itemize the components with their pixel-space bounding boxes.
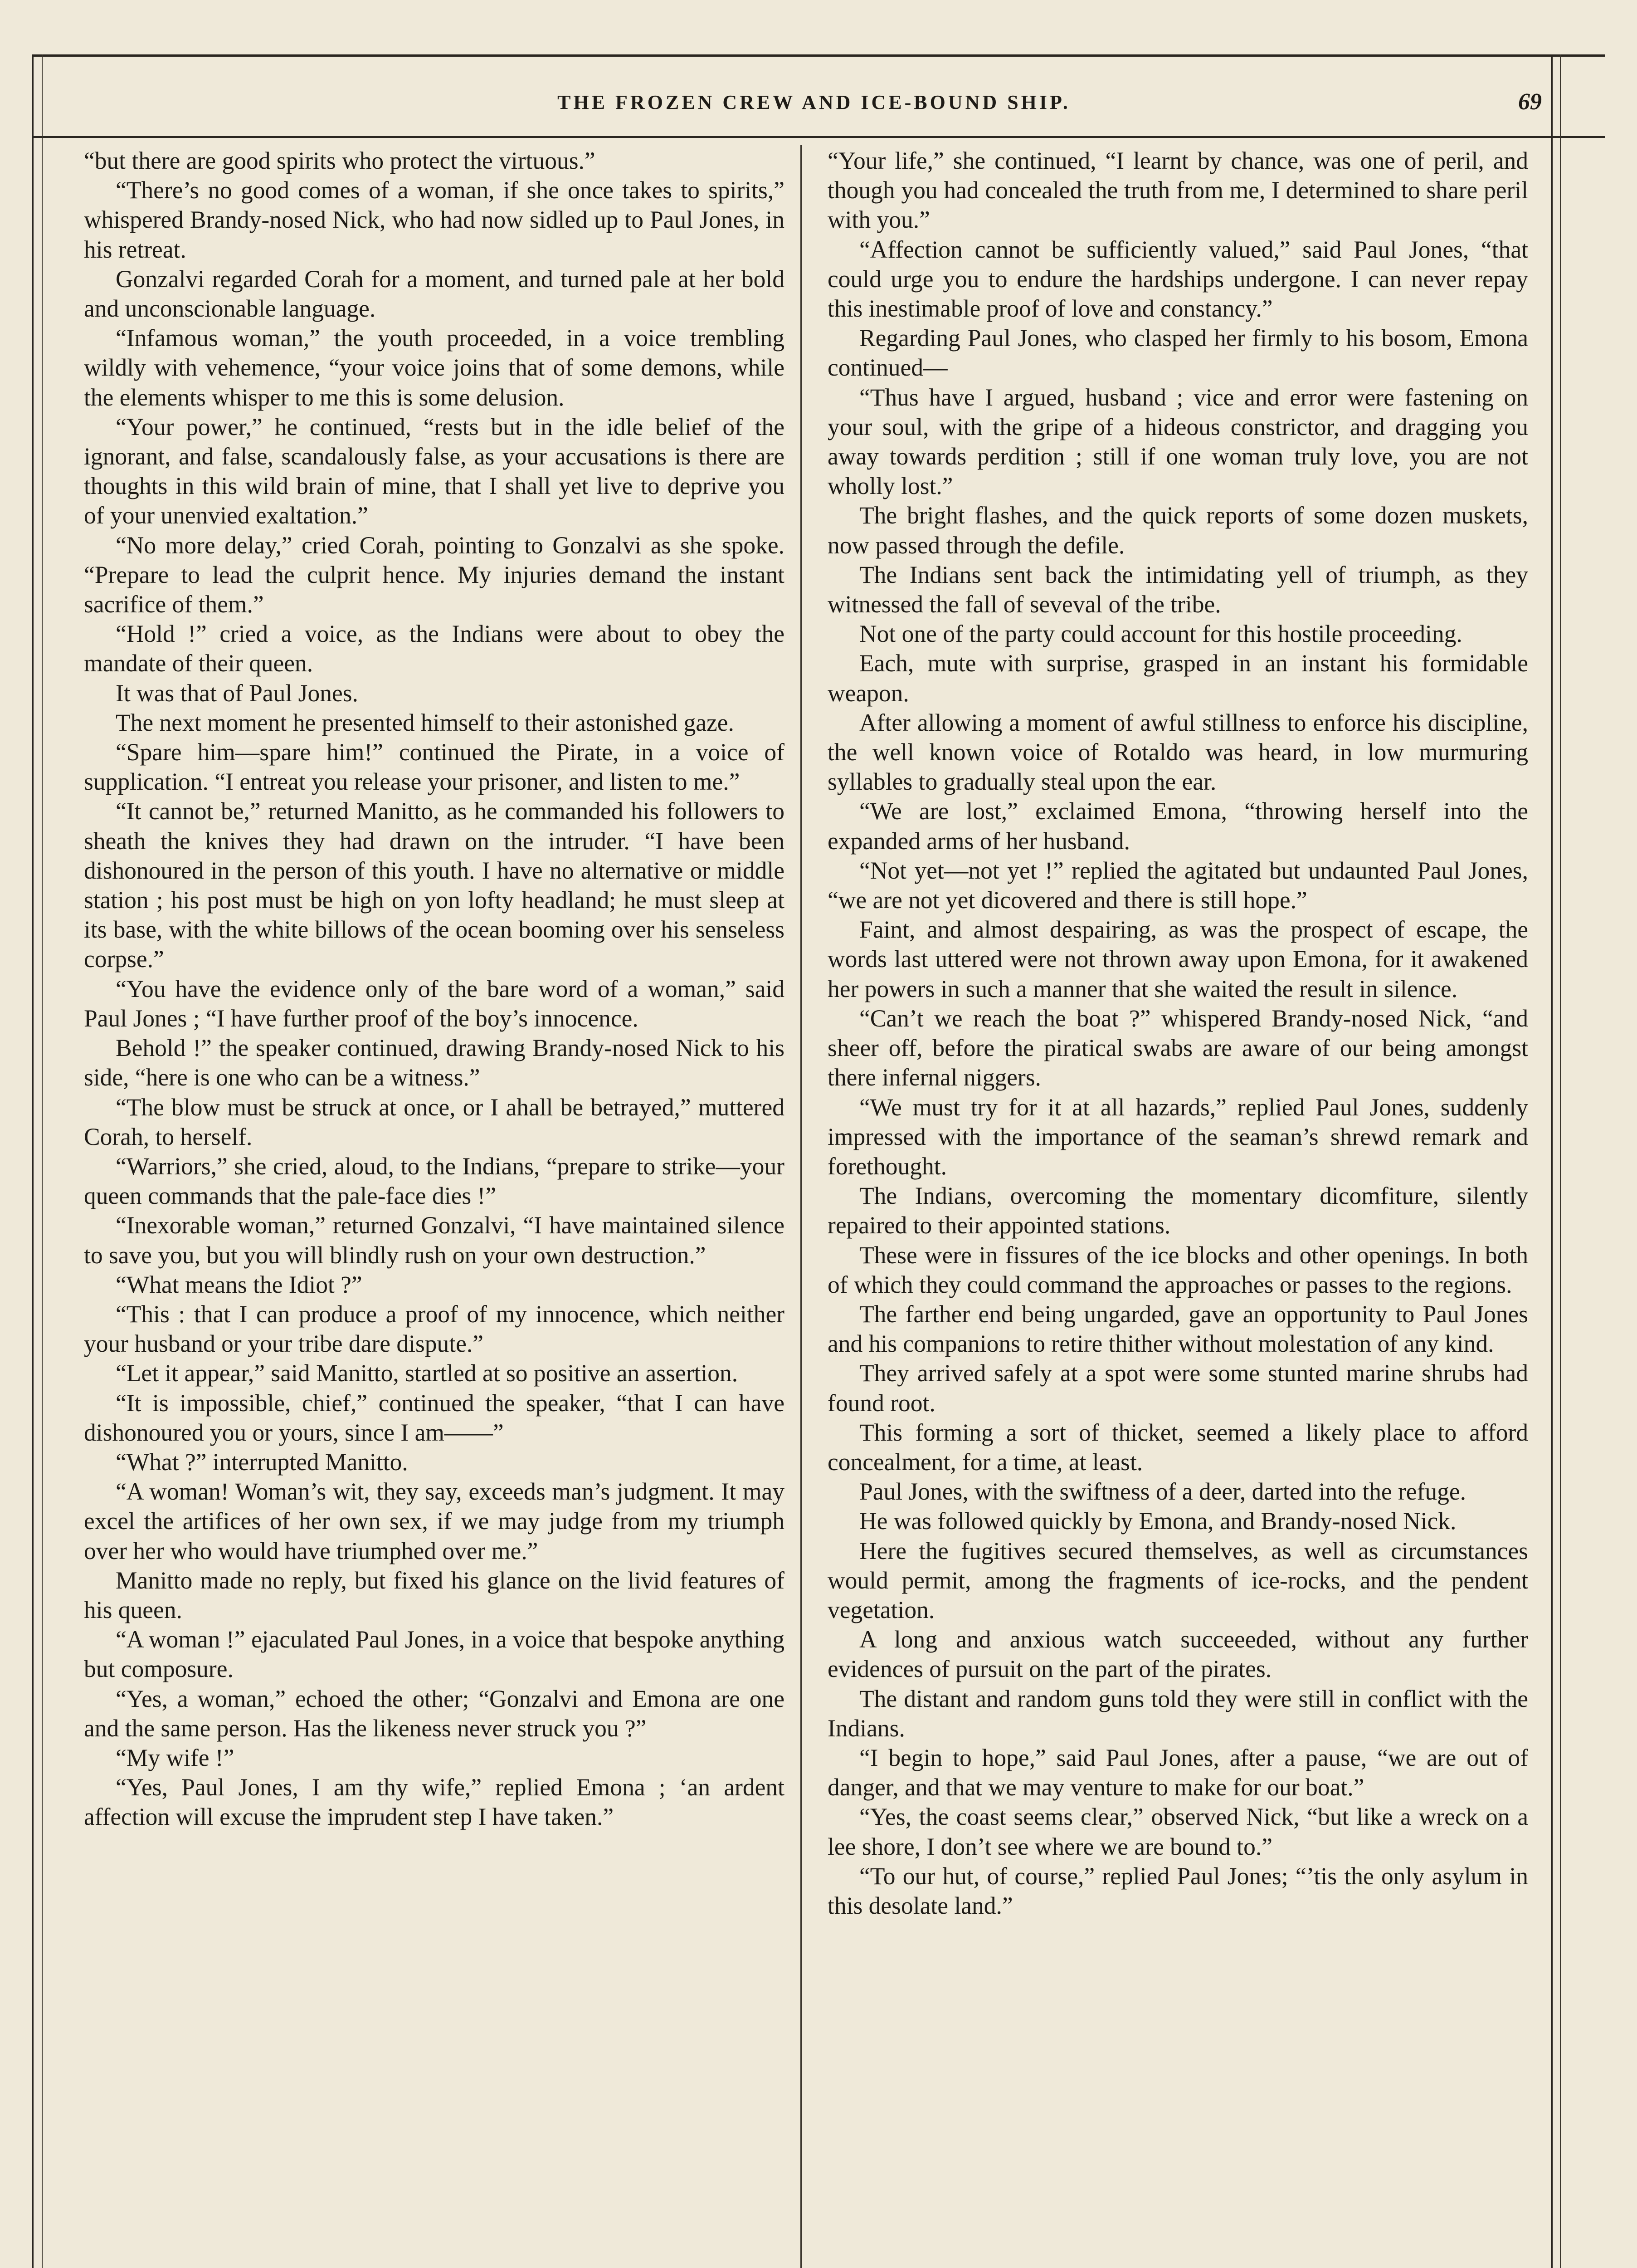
paragraph: Manitto made no reply, but fixed his glance on the livid features of his queen. bbox=[84, 1566, 784, 1623]
paragraph: The Indians sent back the intimidating yell of triumph, as they witnessed the fall of seveval of the tribe. bbox=[828, 561, 1528, 618]
paragraph: “We are lost,” exclaimed Emona, “throwing herself into the expanded arms of her husband. bbox=[828, 797, 1528, 855]
paragraph: Paul Jones, with the swiftness of a deer, darted into the refuge. bbox=[859, 1478, 1466, 1505]
paragraph: “Yes, the coast seems clear,” observed Nick, “but like a wreck on a lee shore, I don’t see where we are bound to.” bbox=[828, 1803, 1528, 1860]
paragraph: “A woman !” ejaculated Paul Jones, in a voice that bespoke anything but composure. bbox=[84, 1626, 784, 1683]
paragraph: “To our hut, of course,” replied Paul Jones; “’tis the only asylum in this desolate land.” bbox=[828, 1862, 1528, 1919]
paragraph: “Yes, a woman,” echoed the other; “Gonzalvi and Emona are one and the same person. Has the likeness never struck you ?” bbox=[84, 1685, 784, 1742]
paragraph: “No more delay,” cried Corah, pointing to Gonzalvi as she spoke. “Prepare to lead the culprit hence. My injuries demand the instant sacrifice of them.” bbox=[84, 531, 784, 618]
paragraph: “I begin to hope,” said Paul Jones, after a pause, “we are out of danger, and that we may venture to make for our boat.” bbox=[828, 1744, 1528, 1801]
paragraph: “What means the Idiot ?” bbox=[116, 1271, 362, 1298]
paragraph: This forming a sort of thicket, seemed a likely place to afford concealment, for a time, at least. bbox=[828, 1418, 1528, 1476]
paragraph: “Not yet—not yet !” replied the agitated but undaunted Paul Jones, “we are not yet dicovered and there is still hope.” bbox=[828, 856, 1528, 914]
paragraph: After allowing a moment of awful stillness to enforce his discipline, the well known voice of Rotaldo was heard, in low murmuring syllables to gradually steal upon the ear. bbox=[828, 709, 1528, 796]
paragraph: Faint, and almost despairing, as was the prospect of escape, the words last uttered were not thrown away upon Emona, for it awakened her powers in such a manner that she waited the result in silence. bbox=[828, 916, 1528, 1002]
paragraph: “Yes, Paul Jones, I am thy wife,” replied Emona ; ‘an ardent affection will excuse the imprudent step I have taken.” bbox=[84, 1774, 784, 1831]
paragraph: “Warriors,” she cried, aloud, to the Indians, “prepare to strike—your queen commands that the pale-face dies !” bbox=[84, 1152, 784, 1210]
paragraph: “My wife !” bbox=[116, 1744, 234, 1771]
paragraph: “This : that I can produce a proof of my innocence, which neither your husband or your tribe dare dispute.” bbox=[84, 1300, 784, 1358]
paragraph: Each, mute with surprise, grasped in an instant his formidable weapon. bbox=[828, 650, 1528, 707]
paragraph: “A woman! Woman’s wit, they say, exceeds man’s judgment. It may excel the artifices of her own sex, if we may judge from my triumph over her who would have triumphed over me.” bbox=[84, 1478, 784, 1564]
frame-rule-top bbox=[32, 54, 1605, 57]
paragraph: “Your power,” he continued, “rests but in the idle belief of the ignorant, and false, scandalously false, as your accusations is there are thoughts in this wild brain of mine, that I shall yet live to deprive you of your unenvied exaltation.” bbox=[84, 413, 784, 529]
paragraph: “The blow must be struck at once, or I ahall be betrayed,” muttered Corah, to herself. bbox=[84, 1093, 784, 1150]
paragraph: These were in fissures of the ice blocks and other openings. In both of which they could command the approaches or passes to the regions. bbox=[828, 1241, 1528, 1298]
frame-rule-right bbox=[1551, 54, 1553, 2268]
paragraph: Gonzalvi regarded Corah for a moment, and turned pale at her bold and unconscionable language. bbox=[84, 265, 784, 323]
paragraph: The distant and random guns told they were still in conflict with the Indians. bbox=[828, 1685, 1528, 1742]
paragraph: “What ?” interrupted Manitto. bbox=[116, 1448, 408, 1476]
page-number: 69 bbox=[1518, 89, 1542, 115]
paragraph: “Hold !” cried a voice, as the Indians were about to obey the mandate of their queen. bbox=[84, 620, 784, 677]
paragraph: Behold !” the speaker continued, drawing Brandy-nosed Nick to his side, “here is one who can be a witness.” bbox=[84, 1034, 784, 1091]
paragraph: The next moment he presented himself to their astonished gaze. bbox=[116, 709, 734, 736]
paragraph: It was that of Paul Jones. bbox=[116, 679, 358, 707]
frame-rule-right-inner bbox=[1560, 54, 1561, 2268]
paragraph: “Inexorable woman,” returned Gonzalvi, “I have maintained silence to save you, but you will blindly rush on your own destruction.” bbox=[84, 1212, 784, 1269]
paragraph: “Your life,” she continued, “I learnt by chance, was one of peril, and though you had concealed the truth from me, I determined to share peril with you.” bbox=[828, 147, 1528, 234]
paragraph: “Let it appear,” said Manitto, startled at so positive an assertion. bbox=[116, 1359, 738, 1387]
paragraph: “Thus have I argued, husband ; vice and error were fastening on your soul, with the gripe of a hideous constrictor, and dragging you away towards perdition ; still if one woman truly love, you are not wholly lost.” bbox=[828, 383, 1528, 500]
paragraph: The Indians, overcoming the momentary dicomfiture, silently repaired to their appointed stations. bbox=[828, 1182, 1528, 1239]
paragraph: “but there are good spirits who protect the virtuous.” bbox=[84, 147, 595, 174]
paragraph: “Can’t we reach the boat ?” whispered Brandy-nosed Nick, “and sheer off, before the piratical swabs are aware of our being amongst there infernal niggers. bbox=[828, 1004, 1528, 1091]
paragraph: Not one of the party could account for this hostile proceeding. bbox=[859, 620, 1462, 648]
right-column bbox=[828, 146, 1528, 1921]
column-divider bbox=[800, 145, 802, 2268]
paragraph: The bright flashes, and the quick reports of some dozen muskets, now passed through the defile. bbox=[828, 502, 1528, 559]
paragraph: Here the fugitives secured themselves, as well as circumstances would permit, among the fragments of ice-rocks, and the pendent vegetation. bbox=[828, 1537, 1528, 1623]
paragraph: “Spare him—spare him!” continued the Pirate, in a voice of supplication. “I entreat you release your prisoner, and listen to me.” bbox=[84, 738, 784, 796]
paragraph: They arrived safely at a spot were some stunted marine shrubs had found root. bbox=[828, 1359, 1528, 1417]
paragraph: “We must try for it at all hazards,” replied Paul Jones, suddenly impressed with the importance of the seaman’s shrewd remark and forethought. bbox=[828, 1093, 1528, 1180]
paragraph: The farther end being ungarded, gave an opportunity to Paul Jones and his companions to retire thither without molestation of any kind. bbox=[828, 1300, 1528, 1358]
paragraph: He was followed quickly by Emona, and Brandy-nosed Nick. bbox=[859, 1507, 1457, 1535]
header-rule bbox=[32, 136, 1605, 138]
paragraph: “You have the evidence only of the bare word of a woman,” said Paul Jones ; “I have further proof of the boy’s innocence. bbox=[84, 975, 784, 1032]
paragraph: “There’s no good comes of a woman, if she once takes to spirits,” whispered Brandy-nosed Nick, who had now sidled up to Paul Jones, in his retreat. bbox=[84, 176, 784, 263]
frame-rule-left bbox=[32, 54, 34, 2268]
left-column bbox=[84, 146, 784, 1832]
paragraph: “Infamous woman,” the youth proceeded, in a voice trembling wildly with vehemence, “your voice joins that of some demons, while the elements whisper to me this is some delusion. bbox=[84, 324, 784, 411]
paragraph: “Affection cannot be sufficiently valued,” said Paul Jones, “that could urge you to endure the hardships undergone. I can never repay this inestimable proof of love and constancy.” bbox=[828, 235, 1528, 323]
running-head: THE FROZEN CREW AND ICE-BOUND SHIP. bbox=[557, 91, 1071, 113]
frame-rule-left-inner bbox=[42, 54, 43, 2268]
paragraph: “It cannot be,” returned Manitto, as he commanded his followers to sheath the knives they had drawn on the intruder. “I have been dishonoured in the person of this youth. I have no alternative or middle station ; his post must be high on yon lofty headland; he must sleep at its base, with the white billows of the ocean booming over his senseless corpse.” bbox=[84, 797, 784, 973]
paragraph: A long and anxious watch succeeeded, without any further evidences of pursuit on the part of the pirates. bbox=[828, 1626, 1528, 1683]
paragraph: Regarding Paul Jones, who clasped her firmly to his bosom, Emona continued— bbox=[828, 324, 1528, 381]
paragraph: “It is impossible, chief,” continued the speaker, “that I can have dishonoured you or yours, since I am——” bbox=[84, 1389, 784, 1446]
